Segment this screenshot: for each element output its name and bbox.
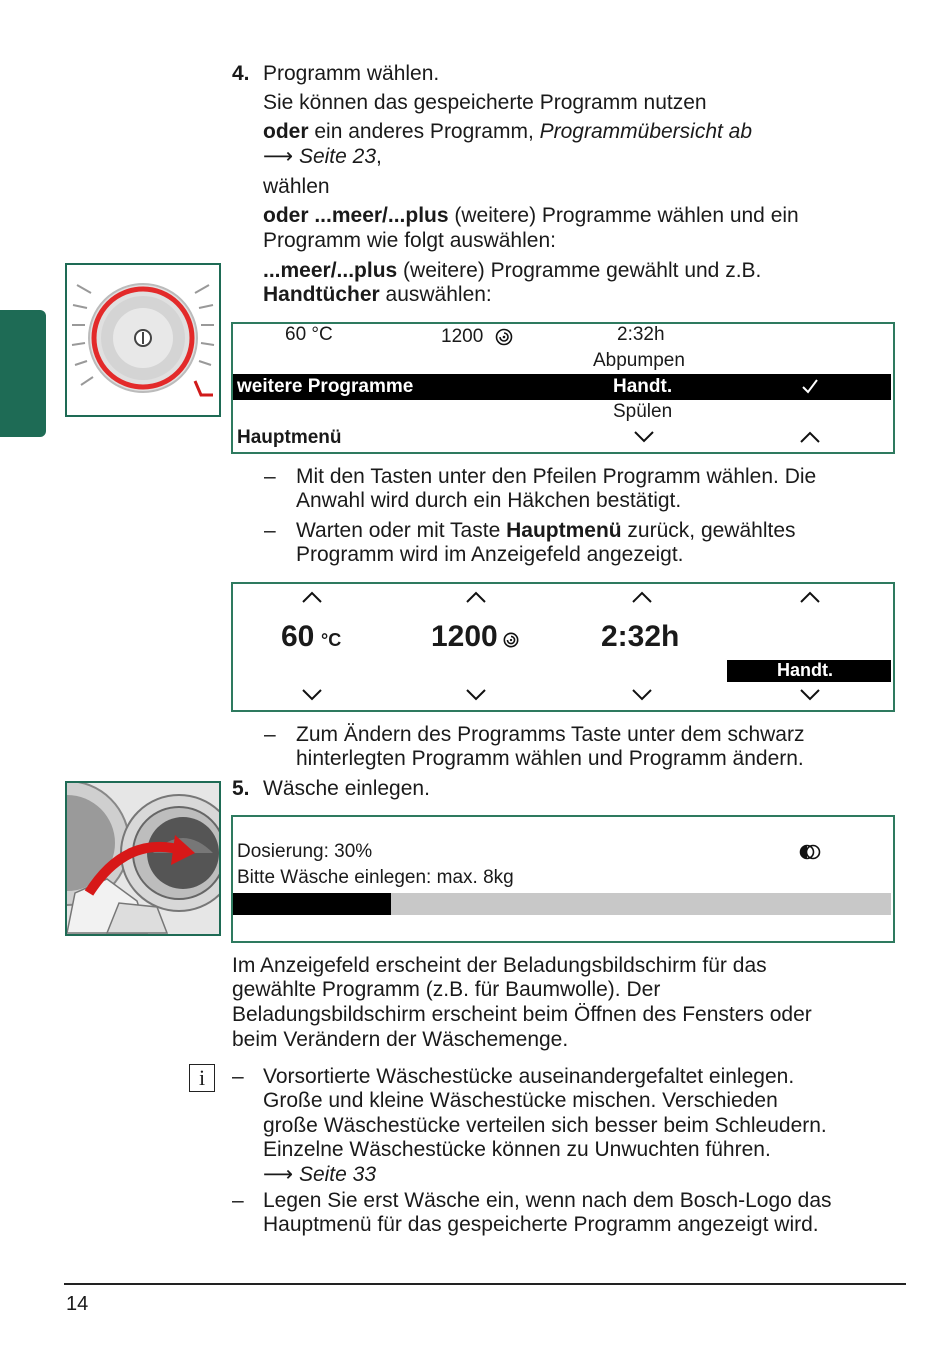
laundry-loading-illustration (65, 781, 221, 936)
bullet-text: Zum Ändern des Programms Taste unter dem schwarz (296, 723, 805, 746)
step-text: oder ...meer/...plus (weitere) Programme wählen und ein (263, 204, 799, 227)
info-text: Einzelne Wäschestücke können zu Unwuchten führen. (263, 1138, 771, 1161)
page-number: 14 (66, 1293, 89, 1315)
step-text: Programm wie folgt auswählen: (263, 229, 556, 252)
step-title: Programm wählen. (263, 62, 440, 85)
program-knob-illustration (65, 263, 221, 417)
chevron-up-icon[interactable] (301, 590, 323, 604)
bullet-dash: – (264, 519, 276, 542)
program-selected-box[interactable] (727, 660, 891, 682)
knob-icon (67, 265, 219, 415)
bullet-text: Mit den Tasten unter den Pfeilen Programm wählen. Die (296, 465, 817, 488)
bullet-dash: – (264, 465, 276, 488)
step-text: wählen (263, 175, 330, 198)
chapter-tab (0, 310, 46, 437)
bullet-dash: – (232, 1189, 244, 1212)
info-text: Hauptmenü für das gespeicherte Programm angezeigt wird. (263, 1213, 819, 1236)
paragraph-line: Im Anzeigefeld erscheint der Beladungsbildschirm für das (232, 954, 767, 977)
bullet-text: hinterlegten Programm wählen und Programm ändern. (296, 747, 804, 770)
program-option[interactable]: Spülen (613, 401, 673, 422)
spin-icon (503, 632, 519, 648)
washing-machine-icon (67, 783, 219, 934)
page-reference[interactable]: ⟶ Seite 33 (263, 1163, 377, 1186)
paragraph-line: beim Verändern der Wäschemenge. (232, 1028, 569, 1051)
display-loading-screen (231, 815, 895, 943)
step-number: 4. (232, 62, 250, 85)
chevron-down-icon[interactable] (465, 688, 487, 702)
menu-label: weitere Programme (237, 376, 414, 397)
chevron-down-icon[interactable] (301, 688, 323, 702)
load-progress-fill (233, 893, 391, 915)
chevron-down-icon[interactable] (631, 688, 653, 702)
page-reference[interactable]: ⟶ Seite 23, (263, 145, 382, 168)
load-progress-bar (233, 893, 891, 915)
checkmark-icon (801, 378, 819, 394)
info-text: große Wäschestücke verteilen sich besser beim Schleudern. (263, 1114, 827, 1137)
footer-divider (64, 1283, 906, 1285)
chevron-up-icon[interactable] (799, 590, 821, 604)
info-icon: i (189, 1064, 215, 1092)
step-text: ...meer/...plus (weitere) Programme gewählt und z.B. (263, 259, 762, 282)
bullet-text: Programm wird im Anzeigefeld angezeigt. (296, 543, 684, 566)
info-text: Große und kleine Wäschestücke mischen. Verschieden (263, 1089, 778, 1112)
info-text: Vorsortierte Wäschestücke auseinandergefaltet einlegen. (263, 1065, 795, 1088)
chevron-up-icon[interactable] (465, 590, 487, 604)
bullet-dash: – (264, 723, 276, 746)
spin-big: 1200 (431, 620, 498, 653)
dosing-text: Dosierung: 30% (237, 841, 373, 862)
display-program-list (231, 322, 895, 454)
chevron-up-icon[interactable] (631, 590, 653, 604)
hauptmenu-label[interactable]: Hauptmenü (237, 427, 342, 448)
bullet-text: Warten oder mit Taste Hauptmenü zurück, gewähltes (296, 519, 796, 542)
temperature-value: 60 °C (285, 324, 333, 345)
load-text: Bitte Wäsche einlegen: max. 8kg (237, 867, 514, 888)
selected-program: Handt. (613, 376, 673, 397)
chevron-down-icon[interactable] (799, 688, 821, 702)
program-name: Handt. (777, 660, 833, 680)
program-option[interactable]: Abpumpen (593, 350, 685, 371)
paragraph-line: gewählte Programm (z.B. für Baumwolle). Der (232, 978, 661, 1001)
spin-icon (495, 328, 513, 346)
step-text: Handtücher auswählen: (263, 283, 492, 306)
spin-value: 1200 (441, 326, 484, 347)
selected-row[interactable] (233, 374, 891, 400)
temperature-unit: °C (321, 630, 342, 650)
chevron-up-icon[interactable] (799, 430, 821, 444)
display-main (231, 582, 895, 712)
time-big: 2:32h (601, 620, 680, 653)
chevron-down-icon[interactable] (633, 430, 655, 444)
paragraph-line: Beladungsbildschirm erscheint beim Öffnen des Fensters oder (232, 1003, 812, 1026)
step-title: Wäsche einlegen. (263, 777, 430, 800)
detergent-icon (799, 843, 821, 861)
step-number: 5. (232, 777, 250, 800)
bullet-dash: – (232, 1065, 244, 1088)
step-text: oder ein anderes Programm, Programmübersicht ab (263, 120, 753, 143)
time-value: 2:32h (617, 324, 665, 345)
temperature-big: 60 (281, 620, 315, 653)
info-text: Legen Sie erst Wäsche ein, wenn nach dem Bosch-Logo das (263, 1189, 832, 1212)
step-text: Sie können das gespeicherte Programm nutzen (263, 91, 707, 114)
bullet-text: Anwahl wird durch ein Häkchen bestätigt. (296, 489, 682, 512)
